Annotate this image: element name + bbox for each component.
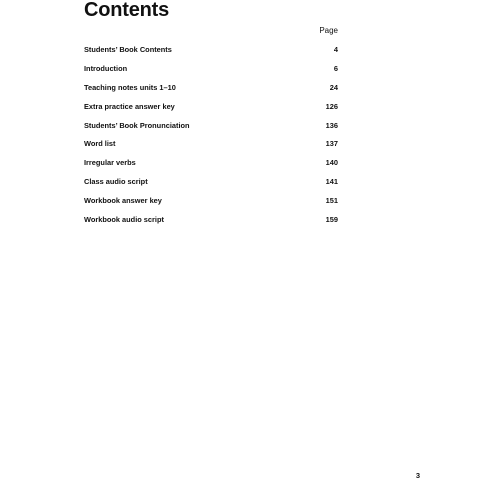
toc-entry-page: 141 (325, 177, 338, 187)
toc-entry-page: 6 (333, 63, 338, 73)
toc-entry-label: Irregular verbs (84, 158, 136, 168)
toc-entry-label: Workbook answer key (84, 196, 162, 206)
toc-entry-introduction (84, 64, 338, 83)
toc-entry-label: Workbook audio script (84, 215, 164, 225)
toc-entry-label: Students’ Book Pronunciation (84, 120, 190, 130)
toc-entry-label: Class audio script (84, 177, 148, 187)
toc-entry-page: 137 (325, 139, 338, 149)
toc-entry-label: Teaching notes units 1–10 (84, 82, 176, 92)
page-column-header: Page (319, 26, 338, 35)
toc-entry-page: 126 (325, 101, 338, 111)
toc-entry-page: 151 (325, 196, 338, 206)
toc-entry-page: 4 (333, 45, 338, 54)
toc-entry-label: Students’ Book Contents (84, 45, 172, 54)
toc-entry-class-audio-script (84, 177, 338, 196)
toc-entry-students-book-pronunciation (84, 121, 338, 140)
toc-entry-page: 159 (325, 215, 338, 225)
page-title: Contents (84, 0, 170, 21)
table-of-contents (84, 45, 338, 234)
toc-entry-irregular-verbs (84, 158, 338, 177)
toc-entry-label: Word list (84, 139, 116, 149)
toc-entry-page: 136 (325, 120, 338, 130)
toc-entry-label: Introduction (84, 63, 128, 73)
toc-entry-label: Extra practice answer key (84, 101, 175, 111)
toc-entry-workbook-answer-key (84, 196, 338, 215)
toc-entry-extra-practice-answer-key (84, 102, 338, 121)
toc-entry-page: 140 (325, 158, 338, 168)
toc-entry-workbook-audio-script (84, 215, 338, 234)
toc-entry-teaching-notes (84, 83, 338, 102)
page-number: 3 (415, 471, 420, 480)
toc-entry-word-list (84, 139, 338, 158)
toc-entry-page: 24 (329, 82, 338, 92)
toc-entry-students-book-contents (84, 45, 338, 64)
